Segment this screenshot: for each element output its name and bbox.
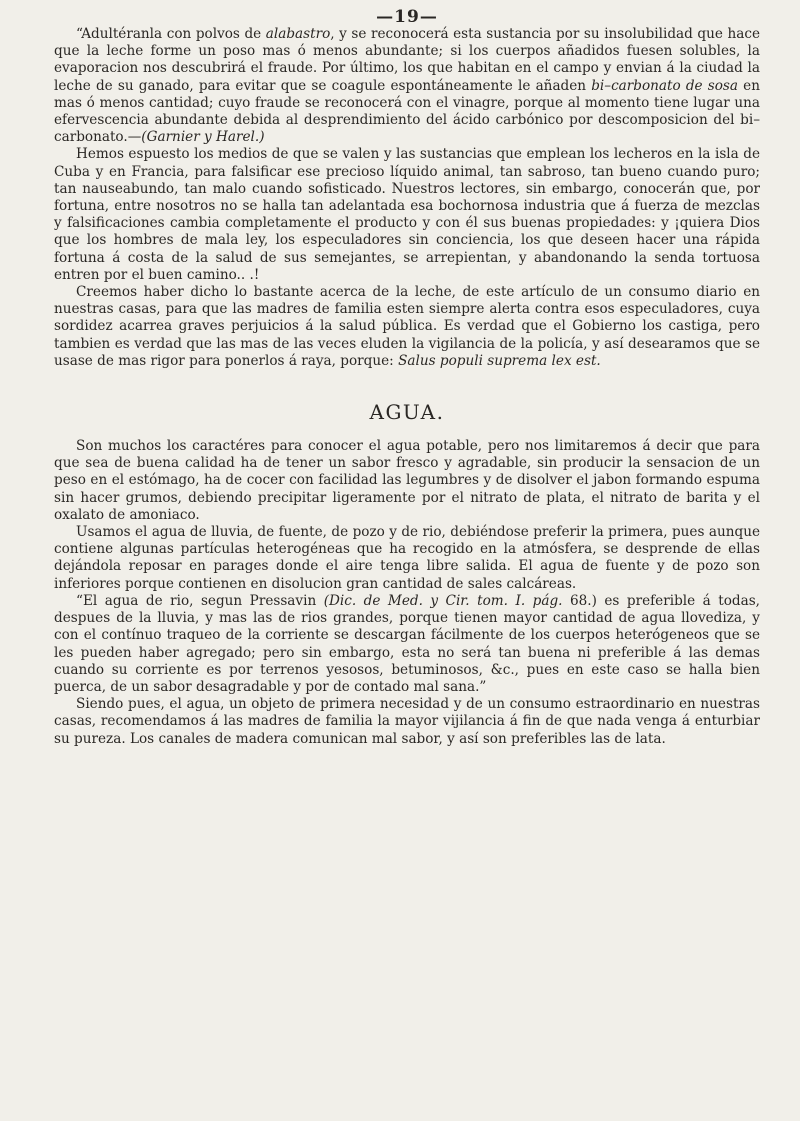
italic-term: bi–carbonato de sosa — [591, 77, 739, 94]
agua-paragraph-4: Siendo pues, el agua, un objeto de primera necesidad y de un consumo estraordinario en nuestras casas, recomendamos á las madres de familia la mayor vijilancia á fin de que nada venga á enturbiar su pureza. Los canales de madera comunican mal sabor, y así son preferibles las de lata. — [54, 696, 760, 747]
italic-citation: (Dic. de Med. y Cir. tom. I. pág. — [323, 592, 563, 609]
text-run: Creemos haber dicho lo bastante acerca de la leche, de este artículo de un consumo diario en nuestras casas, para que las madres de familia esten siempre alerta contra esos especuladores, cuya sordidez acarrea graves perjuicios á la salud pública. Es verdad que el Gobierno los castiga, pero tambien es verdad que las mas de las veces eluden la vigilancia de la policía, y así desearamos que se usase de mas rigor para ponerlos á raya, porque: — [54, 284, 760, 369]
leche-paragraph-3 — [54, 284, 760, 370]
leche-paragraph-1 — [54, 26, 760, 146]
agua-paragraph-2: Usamos el agua de lluvia, de fuente, de pozo y de rio, debiéndose preferir la primera, pues aunque contiene algunas partículas heterogéneas que ha recogido en la atmósfera, se desprende de ellas dejándola reposar en parages donde el aire tenga libre salida. El agua de fuente y de pozo son inferiores porque contienen en disolucion gran cantidad de sales calcáreas. — [54, 524, 760, 592]
text-run: , y se reconocerá esta sustancia por su insolubilidad que hace que la leche forme un poso mas ó menos abundante; si los cuerpos añadidos fuesen solubles, la evaporacion nos descubrirá el fraude. Por último, los que habitan en el campo y envian á la ciudad la leche de su ganado, para evitar que se coagule espontáneamente le añaden — [54, 26, 760, 94]
text-run: “Adultéranla con polvos de — [76, 26, 266, 42]
italic-citation: (Garnier y Harel.) — [141, 129, 265, 146]
page-number: —19— — [376, 7, 438, 27]
text-run: 68.) es preferible á todas, despues de la lluvia, y mas las de rios grandes, porque tienen mayor cantidad de agua llovediza, y con el contínuo traqueo de la corriente se descargan fácilmente de los cuerpos heterógeneos que se les pueden haber agregado; pero sin embargo, esta no será tan buena ni preferible á las demas cuando su corriente es por terrenos yesosos, betuminosos, &c., pues en este caso se halla bien puerca, de un sabor desagradable y por de contado mal sana.” — [54, 592, 760, 695]
agua-paragraph-3 — [54, 593, 760, 696]
italic-quote: Salus populi suprema lex est. — [398, 352, 601, 369]
agua-paragraph-1: Son muchos los caractéres para conocer el agua potable, pero nos limitaremos á decir que para que sea de buena calidad ha de tener un sabor fresco y agradable, sin producir la sensacion de un peso en el estómago, ha de cocer con facilidad las legumbres y de disolver el jabon formando espuma sin hacer grumos, debiendo precipitar ligeramente por el nitrato de plata, el nitrato de barita y el oxalato de amoniaco. — [54, 438, 760, 523]
italic-term: alabastro — [265, 26, 331, 42]
leche-paragraph-2: Hemos espuesto los medios de que se valen y las sustancias que emplean los lecheros en la isla de Cuba y en Francia, para falsificar ese precioso líquido animal, tan sabroso, tan bueno cuando puro; tan nauseabundo, tan malo cuando sofisticado. Nuestros lectores, sin embargo, conocerán que, por fortuna, entre nosotros no se halla tan adelantada esa bochornosa industria que á fuerza de mezclas y falsificaciones cambia completamente el producto y con él sus buenas propiedades: y ¡quiera Dios que los hombres de mala ley, los especuladores sin conciencia, los que deseen hacer una rápida fortuna á costa de la salud de sus semejantes, se arrepientan, y abandonando la senda tortuosa entren por el buen camino.. .! — [54, 146, 760, 283]
text-run: “El agua de rio, segun Pressavin — [76, 592, 324, 609]
text-run: en mas ó menos cantidad; cuyo fraude se reconocerá con el vinagre, porque al momento tiene lugar una efervescencia abundante debida al desprendimiento del ácido carbónico por descomposicion del bi–carbonato.— — [54, 77, 760, 146]
section-title-agua: AGUA. — [369, 400, 445, 425]
